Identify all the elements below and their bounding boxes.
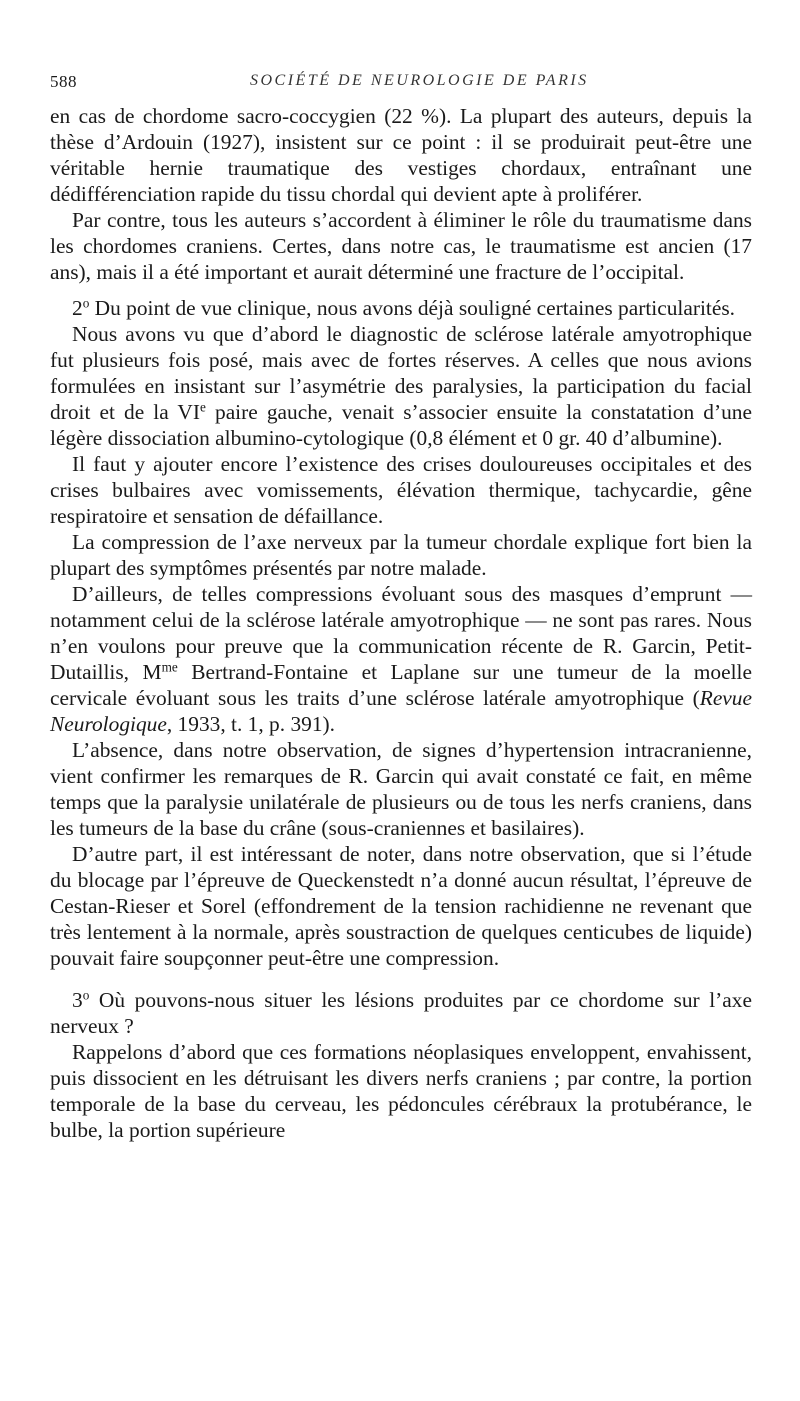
paragraph-4-part-b: paire gauche, venait s’associer ensuite la constatation d’une légère dissociation albumino-cytologique (0,8 élément et 0 gr. 40 d’albumine). (50, 400, 752, 450)
journal-title: Revue Neurologique (50, 686, 752, 736)
paragraph-7-part-c: , 1933, t. 1, p. 391). (166, 712, 336, 736)
paragraph-7-part-b: Bertrand-Fontaine et Laplane sur une tumeur de la moelle cervicale évoluant sous les traits d’une sclérose latérale amyotrophique ( (50, 660, 752, 710)
paragraph-7 (50, 581, 752, 737)
body-text (50, 103, 752, 1143)
paragraph-4-part-a: Nous avons vu que d’abord le diagnostic de sclérose latérale amyotrophique fut plusieurs fois posé, mais avec de fortes réserves. A celles que nous avions formulées en insistant sur l’asymétrie des paralysies, la participation du facial droit et de la VI (50, 322, 752, 424)
paragraph-2: Par contre, tous les auteurs s’accordent à éliminer le rôle du traumatisme dans les chordomes craniens. Certes, dans notre cas, le traumatisme est ancien (17 ans), mais il a été important et aurait déterminé une fracture de l’occipital. (50, 208, 752, 284)
paragraph-6: La compression de l’axe nerveux par la tumeur chordale explique fort bien la plupart des symptômes présentés par notre malade. (50, 530, 752, 580)
paragraph-8: L’absence, dans notre observation, de signes d’hypertension intracranienne, vient confirmer les remarques de R. Garcin qui avait constaté ce fait, en même temps que la paralysie unilatérale de plusieurs ou de tous les nerfs craniens, dans les tumeurs de la base du crâne (sous-craniennes et basilaires). (50, 738, 752, 840)
page-number: 588 (50, 72, 77, 91)
paragraph-1: en cas de chordome sacro-coccygien (22 %). La plupart des auteurs, depuis la thèse d’Ardouin (1927), insistent sur ce point : il se produirait peut-être une véritable hernie traumatique des vestiges chordaux, entraînant une dédifférenciation rapide du tissu chordal qui devient apte à proliférer. (50, 104, 752, 206)
paragraph-5: Il faut y ajouter encore l’existence des crises douloureuses occipitales et des crises bulbaires avec vomissements, élévation thermique, tachycardie, gêne respiratoire et sensation de défaillance. (50, 452, 752, 528)
paragraph-4 (50, 321, 752, 451)
paragraph-7-part-a: D’ailleurs, de telles compressions évoluant sous des masques d’emprunt — notamment celui de la sclérose latérale amyotrophique — ne sont pas rares. Nous n’en voulons pour preuve que la communication récente de R. Garcin, Petit-Dutaillis, M (50, 582, 752, 684)
section-3-heading-paragraph (50, 987, 752, 1039)
section-3-text: Où pouvons-nous situer les lésions produites par ce chordome sur l’axe nerveux ? (50, 988, 752, 1038)
section-2-number: 2 (72, 296, 83, 320)
paragraph-7-superscript: me (161, 659, 178, 675)
running-head: SOCIÉTÉ DE NEUROLOGIE DE PARIS (250, 72, 589, 89)
section-3-number: 3 (72, 988, 83, 1012)
section-3-ordinal: o (82, 987, 90, 1003)
paragraph-11: Rappelons d’abord que ces formations néoplasiques enveloppent, envahissent, puis dissocient en les détruisant les divers nerfs craniens ; par contre, la portion temporale de la base du cerveau, les pédoncules cérébraux la protubérance, le bulbe, la portion supérieure (50, 1040, 752, 1142)
section-2-text: Du point de vue clinique, nous avons déjà souligné certaines particularités. (89, 296, 736, 320)
paragraph-9: D’autre part, il est intéressant de noter, dans notre observation, que si l’étude du blocage par l’épreuve de Queckenstedt n’a donné aucun résultat, l’épreuve de Cestan-Rieser et Sorel (effondrement de la tension rachidienne ne revenant que très lentement à la normale, après soustraction de quelques centicubes de liquide) pouvait faire soupçonner peut-être une compression. (50, 842, 752, 970)
section-2-heading-paragraph (50, 295, 752, 321)
paragraph-4-superscript: e (200, 399, 206, 415)
section-2-ordinal: o (82, 295, 90, 311)
page-header (50, 72, 750, 96)
